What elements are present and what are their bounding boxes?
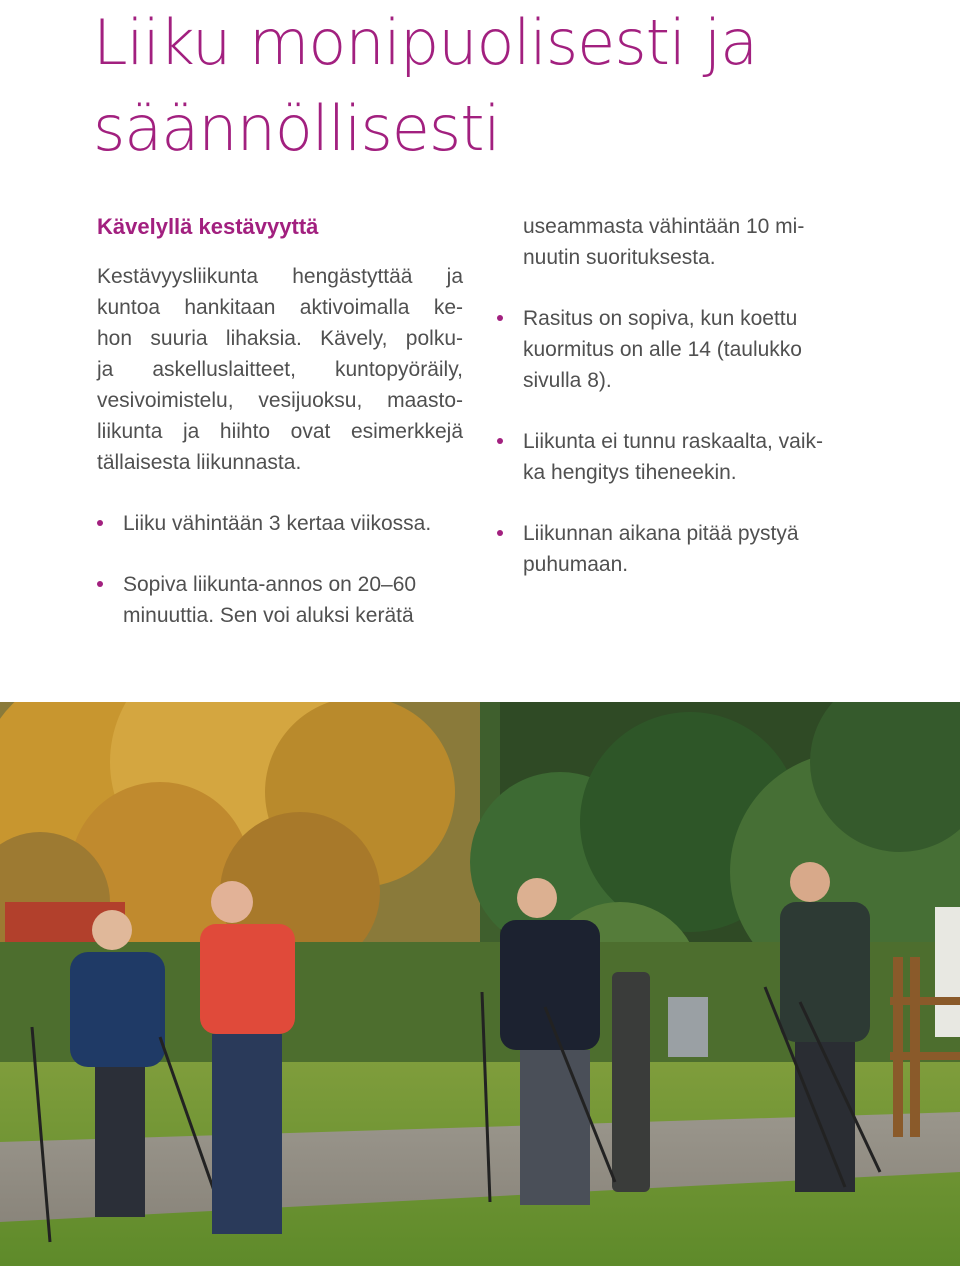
- bullet-dot-icon: [497, 530, 503, 536]
- nordic-walking-photo: [0, 702, 960, 1266]
- bullet-line: Sopiva liikunta-annos on 20–60: [123, 573, 417, 596]
- bullet-line: minuuttia. Sen voi aluksi kerätä: [123, 604, 414, 627]
- intro-paragraph: [97, 261, 463, 478]
- walker-2: [200, 881, 295, 1234]
- bullet-list-left: [97, 508, 463, 631]
- page-title-line-1: Liiku monipuolisesti ja: [93, 6, 758, 79]
- bullet-line: Liikunnan aikana pitää pystyä: [523, 522, 799, 545]
- intro-line: liikunta ja hiihto ovat esimerkkejä: [97, 420, 463, 443]
- right-text-column: [497, 211, 860, 610]
- left-text-column: [97, 210, 463, 661]
- bullet-item: [97, 508, 463, 539]
- bullet-item: [97, 569, 463, 631]
- page-title: [93, 0, 953, 172]
- bullet-line: Liikunta ei tunnu raskaalta, vaik-: [523, 430, 823, 453]
- bullet-item: [497, 303, 860, 396]
- bollard: [612, 972, 650, 1192]
- bullet-continuation: [523, 211, 860, 273]
- bullet-dot-icon: [97, 520, 103, 526]
- bullet-dot-icon: [497, 315, 503, 321]
- intro-line: ja askelluslaitteet, kuntopyöräily,: [97, 358, 463, 381]
- bullet-line: puhumaan.: [523, 553, 629, 576]
- bullet-dot-icon: [97, 581, 103, 587]
- intro-line: Kestävyysliikunta hengästyttää ja: [97, 265, 463, 288]
- bullet-item: [497, 426, 860, 488]
- intro-line: vesivoimistelu, vesijuoksu, maasto-: [97, 389, 463, 412]
- bullet-line: ka hengitys tiheneekin.: [523, 461, 737, 484]
- intro-line: hon suuria lihaksia. Kävely, polku-: [97, 327, 463, 350]
- intro-line: tällaisesta liikunnasta.: [97, 451, 302, 474]
- bullet-line: Rasitus on sopiva, kun koettu: [523, 307, 798, 330]
- intro-line: kuntoa hankitaan aktivoimalla ke-: [97, 296, 463, 319]
- bullet-line: sivulla 8).: [523, 369, 612, 392]
- bullet-dot-icon: [497, 438, 503, 444]
- bullet-line: kuormitus on alle 14 (taulukko: [523, 338, 802, 361]
- bullet-line: nuutin suorituksesta.: [523, 246, 716, 269]
- page-title-line-2: säännöllisesti: [93, 92, 500, 165]
- section-heading: Kävelyllä kestävyyttä: [97, 214, 319, 239]
- bullet-list-right: [497, 303, 860, 580]
- bullet-item: [497, 518, 860, 580]
- bullet-line: useammasta vähintään 10 mi-: [523, 215, 805, 238]
- bullet-line: Liiku vähintään 3 kertaa viikossa.: [123, 512, 432, 535]
